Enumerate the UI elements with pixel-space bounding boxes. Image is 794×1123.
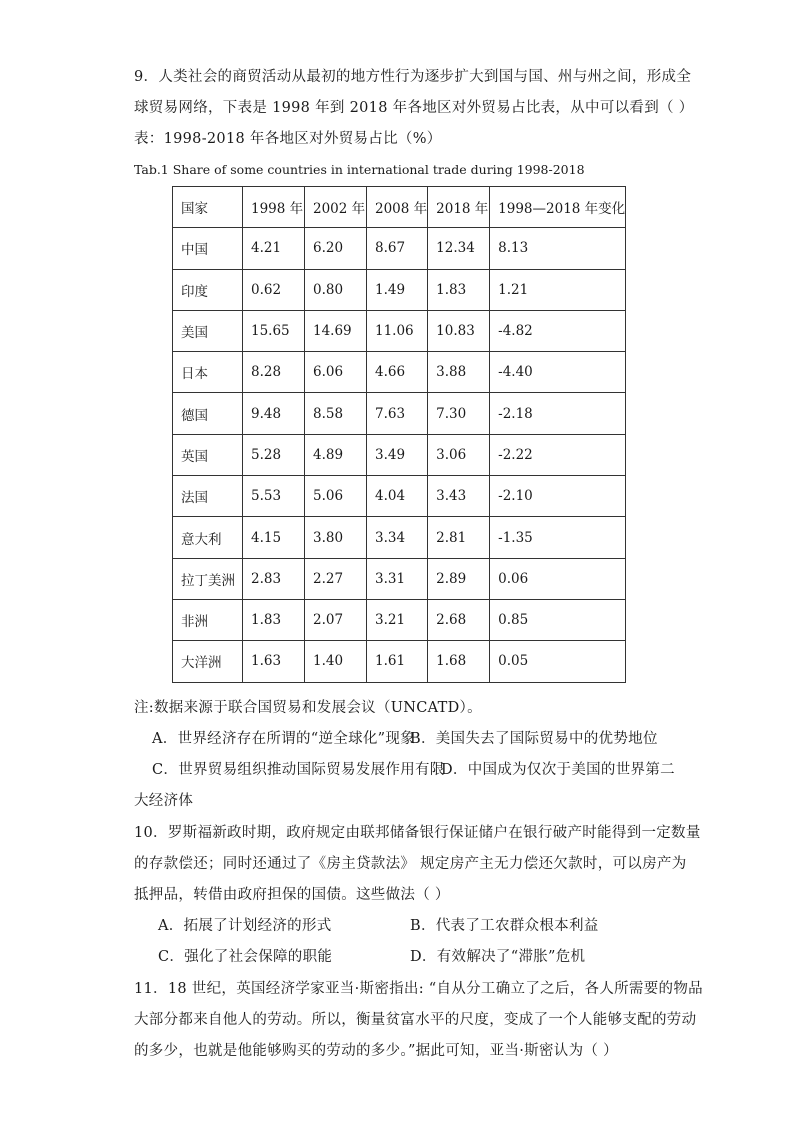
table-cell: 15.65: [243, 310, 305, 351]
table-cell: 1.63: [243, 641, 305, 682]
table-cell-region: 德国: [173, 393, 243, 434]
table-cell: 2018 年: [428, 187, 490, 228]
table-cell-region: 日本: [173, 352, 243, 393]
table-cell: 12.34: [428, 228, 490, 269]
q9-option-d: D．中国成为仅次于美国的世界第二: [441, 762, 675, 778]
table-cell: 8.28: [243, 352, 305, 393]
table-cell: 3.43: [428, 476, 490, 517]
q9-table-caption-en: Tab.1 Share of some countries in international trade during 1998-2018: [134, 162, 585, 177]
table-cell-region: 印度: [173, 269, 243, 310]
table-row: [173, 476, 626, 517]
table-cell: 3.49: [367, 434, 428, 475]
table-cell-region: 拉丁美洲: [173, 558, 243, 599]
table-cell: 3.34: [367, 517, 428, 558]
table-cell: 0.85: [490, 599, 626, 640]
table-cell-region: 国家: [173, 187, 243, 228]
table-cell: 2.07: [305, 599, 367, 640]
table-cell: 2.81: [428, 517, 490, 558]
table-cell: 6.06: [305, 352, 367, 393]
table-cell: 4.21: [243, 228, 305, 269]
q10-option-c: C．强化了社会保障的职能: [158, 949, 333, 965]
table-cell: -2.10: [490, 476, 626, 517]
table-cell: 5.53: [243, 476, 305, 517]
trade-share-table: [172, 186, 626, 683]
table-row: [173, 228, 626, 269]
table-cell: 8.58: [305, 393, 367, 434]
q9-stem-line2: 球贸易网络，下表是 1998 年到 2018 年各地区对外贸易占比表，从中可以看到（ ）: [134, 100, 694, 116]
q9-table-caption-cn: 表：1998-2018 年各地区对外贸易占比（%）: [134, 131, 442, 147]
table-cell: 3.88: [428, 352, 490, 393]
table-cell: 2.27: [305, 558, 367, 599]
q9-stem-line1: 9．人类社会的商贸活动从最初的地方性行为逐步扩大到国与国、州与州之间，形成全: [134, 69, 692, 85]
table-row: [173, 517, 626, 558]
table-cell: 1998—2018 年变化: [490, 187, 626, 228]
q9-option-c: C．世界贸易组织推动国际贸易发展作用有限: [152, 762, 445, 778]
table-cell: 0.62: [243, 269, 305, 310]
table-cell: 2008 年: [367, 187, 428, 228]
table-cell: 5.06: [305, 476, 367, 517]
table-cell: 2.83: [243, 558, 305, 599]
table-cell: 9.48: [243, 393, 305, 434]
table-cell: 7.30: [428, 393, 490, 434]
table-cell-region: 非洲: [173, 599, 243, 640]
table-row: [173, 641, 626, 682]
table-cell: 1.61: [367, 641, 428, 682]
table-cell: 8.67: [367, 228, 428, 269]
table-cell: 11.06: [367, 310, 428, 351]
table-cell: 1.49: [367, 269, 428, 310]
table-cell-region: 意大利: [173, 517, 243, 558]
table-row: [173, 599, 626, 640]
table-cell: 10.83: [428, 310, 490, 351]
table-cell: 6.20: [305, 228, 367, 269]
table-cell: 1.83: [243, 599, 305, 640]
table-cell: 4.89: [305, 434, 367, 475]
q11-stem-line1: 11．18 世纪，英国经济学家亚当·斯密指出: “自从分工确立了之后，各人所需要的物品: [134, 981, 703, 997]
q9-option-d-cont: 大经济体: [134, 793, 194, 809]
table-cell: 1.40: [305, 641, 367, 682]
q9-note: 注:数据来源于联合国贸易和发展会议（UNCATD）。: [134, 700, 482, 716]
table-cell-region: 中国: [173, 228, 243, 269]
table-row: [173, 393, 626, 434]
table-cell: 14.69: [305, 310, 367, 351]
table-cell: 0.80: [305, 269, 367, 310]
table-row: [173, 434, 626, 475]
table-cell: 2002 年: [305, 187, 367, 228]
table-cell: 4.04: [367, 476, 428, 517]
table-cell: 2.89: [428, 558, 490, 599]
table-row: [173, 558, 626, 599]
table-cell: 3.06: [428, 434, 490, 475]
table-cell: 8.13: [490, 228, 626, 269]
table-cell-region: 大洋洲: [173, 641, 243, 682]
q10-option-a: A．拓展了计划经济的形式: [158, 918, 332, 934]
table-cell: 1.68: [428, 641, 490, 682]
table-cell: -2.18: [490, 393, 626, 434]
table-cell: -1.35: [490, 517, 626, 558]
table-cell: 3.80: [305, 517, 367, 558]
q10-option-b: B．代表了工农群众根本利益: [410, 918, 599, 934]
q9-option-a: A．世界经济存在所谓的“逆全球化”现象: [152, 731, 415, 747]
q10-stem-line2: 的存款偿还；同时还通过了《房主贷款法》 规定房产主无力偿还欠款时，可以房产为: [134, 856, 687, 872]
q10-stem-line1: 10．罗斯福新政时期，政府规定由联邦储备银行保证储户在银行破产时能得到一定数量: [134, 825, 701, 841]
table-cell: 4.15: [243, 517, 305, 558]
table-header-row: [173, 187, 626, 228]
table-row: [173, 310, 626, 351]
q10-option-d: D．有效解决了“滞胀”危机: [410, 949, 586, 965]
q9-option-b: B．美国失去了国际贸易中的优势地位: [410, 731, 658, 747]
table-cell: 3.31: [367, 558, 428, 599]
q11-stem-line3: 的多少，也就是他能够购买的劳动的多少。”据此可知，亚当·斯密认为（ ）: [134, 1043, 618, 1059]
table-cell: 7.63: [367, 393, 428, 434]
table-cell: 0.06: [490, 558, 626, 599]
table-cell: 1.83: [428, 269, 490, 310]
table-cell: -2.22: [490, 434, 626, 475]
table-cell: 3.21: [367, 599, 428, 640]
table-cell: 4.66: [367, 352, 428, 393]
table-cell-region: 美国: [173, 310, 243, 351]
table-cell-region: 法国: [173, 476, 243, 517]
table-cell: -4.40: [490, 352, 626, 393]
table-cell: 1.21: [490, 269, 626, 310]
table-row: [173, 352, 626, 393]
table-cell: 0.05: [490, 641, 626, 682]
q11-stem-line2: 大部分都来自他人的劳动。所以，衡量贫富水平的尺度，变成了一个人能够支配的劳动: [134, 1012, 697, 1028]
table-cell: 2.68: [428, 599, 490, 640]
table-cell: 5.28: [243, 434, 305, 475]
q10-stem-line3: 抵押品，转借由政府担保的国债。这些做法（ ）: [134, 887, 450, 903]
table-cell: 1998 年: [243, 187, 305, 228]
table-row: [173, 269, 626, 310]
table-cell-region: 英国: [173, 434, 243, 475]
table-cell: -4.82: [490, 310, 626, 351]
